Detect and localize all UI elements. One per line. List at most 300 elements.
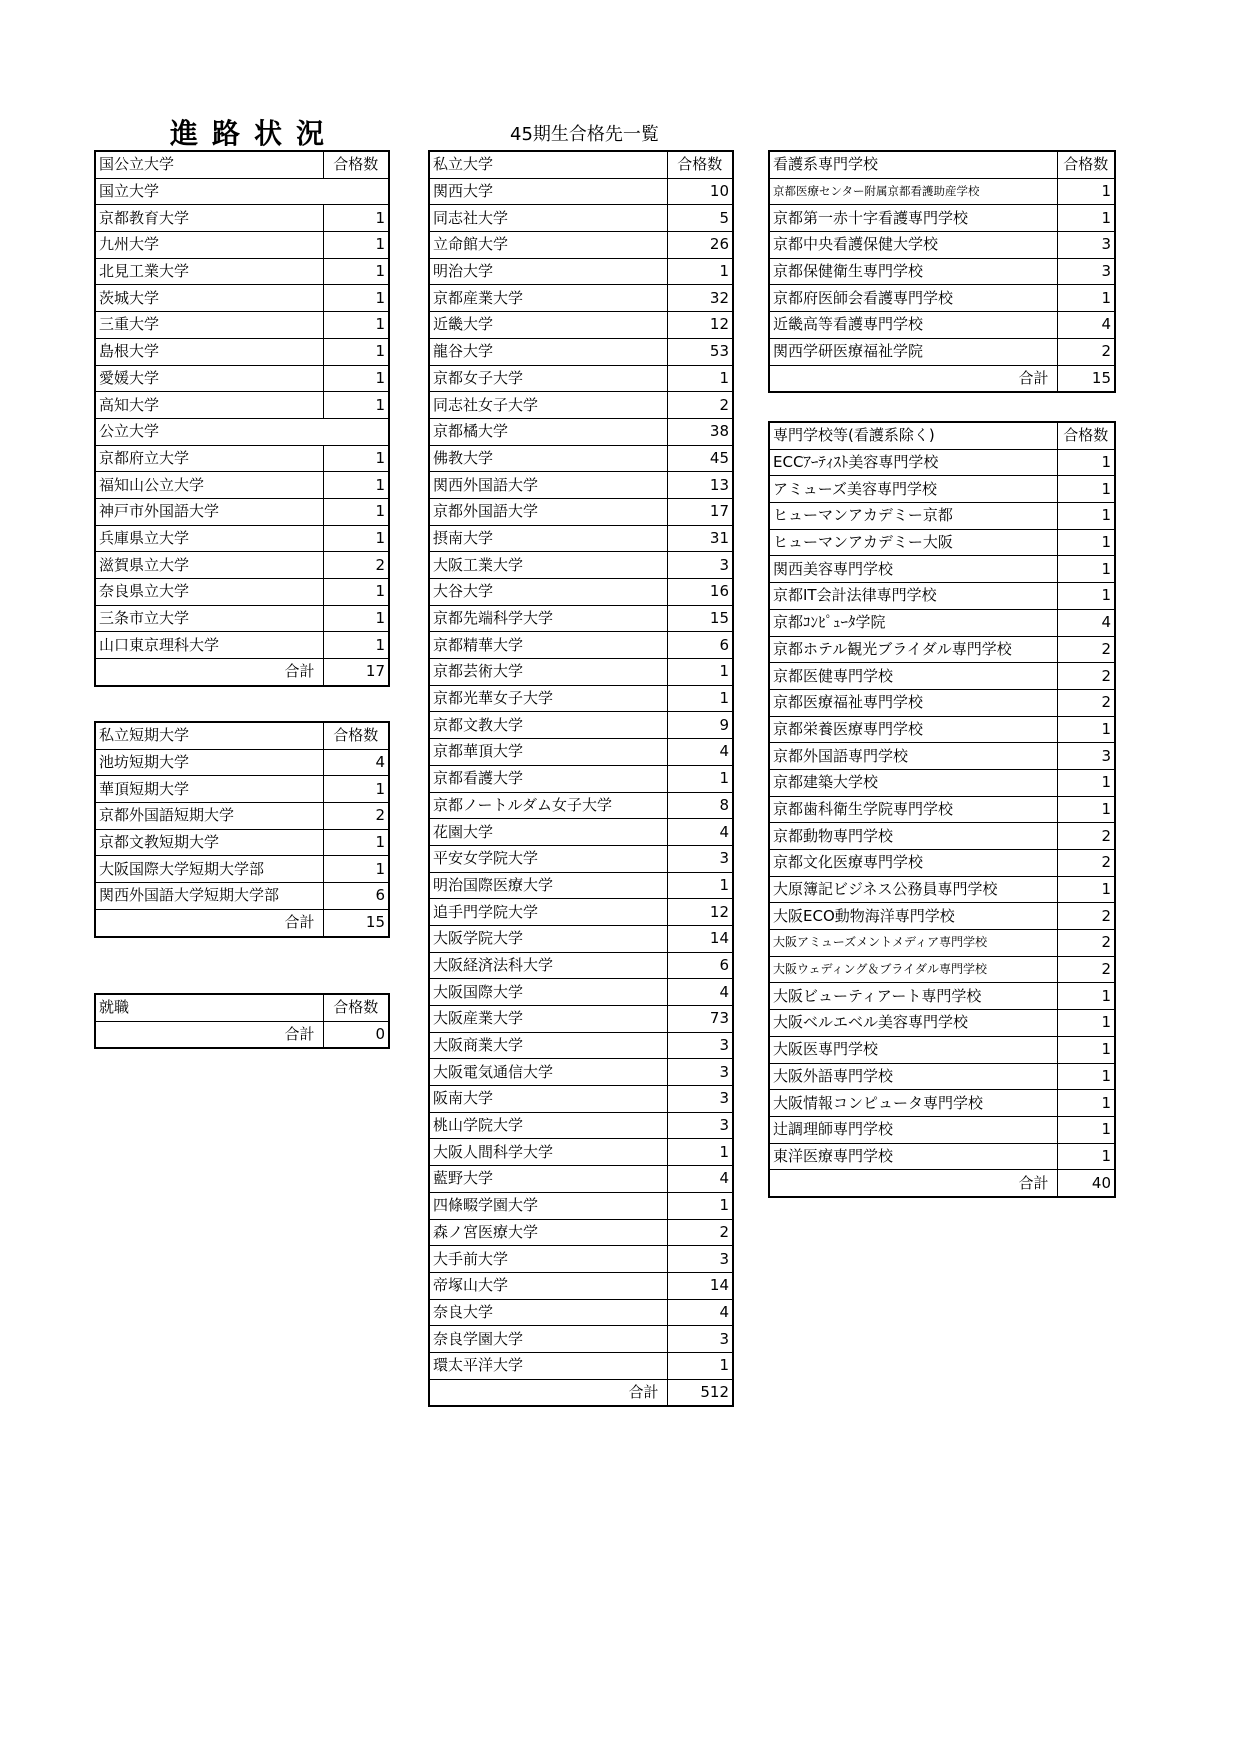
school-name: 同志社大学 — [429, 205, 667, 232]
pass-count: 32 — [667, 285, 733, 312]
pass-count: 3 — [667, 1032, 733, 1059]
pass-count: 3 — [667, 1059, 733, 1086]
table-row — [429, 979, 733, 1006]
school-name: 茨城大学 — [95, 285, 323, 312]
column-header-name: 就職 — [95, 994, 323, 1021]
table-row — [95, 312, 389, 339]
school-name: ヒューマンアカデミー大阪 — [769, 529, 1057, 556]
pass-count: 3 — [667, 1112, 733, 1139]
table-row — [429, 925, 733, 952]
table-row — [95, 776, 389, 803]
school-name: 京都教育大学 — [95, 205, 323, 232]
pass-count: 1 — [667, 1139, 733, 1166]
school-name: 同志社女子大学 — [429, 392, 667, 419]
school-name: 滋賀県立大学 — [95, 552, 323, 579]
table-row — [429, 1299, 733, 1326]
table-row — [429, 1219, 733, 1246]
school-name: 京都外国語大学 — [429, 498, 667, 525]
table-row — [769, 876, 1115, 903]
pass-count: 1 — [1057, 716, 1115, 743]
pass-count: 10 — [667, 178, 733, 205]
school-name: 京都文教短期大学 — [95, 829, 323, 856]
school-name: 池坊短期大学 — [95, 749, 323, 776]
total-value: 40 — [1057, 1170, 1115, 1197]
national-public-table — [94, 150, 390, 687]
school-name: 関西外国語大学短期大学部 — [95, 883, 323, 910]
page-title: 進路状況 — [170, 117, 339, 150]
school-name: アミューズ美容専門学校 — [769, 476, 1057, 503]
pass-count: 1 — [667, 659, 733, 686]
pass-count: 1 — [1057, 178, 1115, 205]
table-row — [429, 1166, 733, 1193]
total-label: 合計 — [95, 909, 323, 936]
school-name: 大阪外語専門学校 — [769, 1063, 1057, 1090]
table-row — [769, 769, 1115, 796]
pass-count: 1 — [1057, 983, 1115, 1010]
table-row — [429, 205, 733, 232]
table-row — [769, 476, 1115, 503]
school-name: 大阪アミューズメントメディア専門学校 — [769, 930, 1057, 957]
table-row — [769, 338, 1115, 365]
table-row — [769, 1036, 1115, 1063]
pass-count: 12 — [667, 312, 733, 339]
school-name: 佛教大学 — [429, 445, 667, 472]
table-row — [769, 956, 1115, 983]
pass-count: 4 — [323, 749, 389, 776]
pass-count: 1 — [1057, 556, 1115, 583]
school-name: 追手門学院大学 — [429, 899, 667, 926]
total-row — [95, 1021, 389, 1048]
table-row — [769, 232, 1115, 259]
pass-count: 14 — [667, 925, 733, 952]
junior-college-table — [94, 721, 390, 938]
total-row — [769, 365, 1115, 392]
table-row — [429, 498, 733, 525]
table-header-row — [95, 722, 389, 749]
school-name: 北見工業大学 — [95, 258, 323, 285]
table-row — [95, 472, 389, 499]
table-row — [769, 449, 1115, 476]
total-label: 合計 — [769, 1170, 1057, 1197]
total-value: 0 — [323, 1021, 389, 1048]
pass-count: 1 — [1057, 1143, 1115, 1170]
pass-count: 1 — [667, 872, 733, 899]
pass-count: 4 — [667, 1166, 733, 1193]
school-name: 大阪学院大学 — [429, 925, 667, 952]
table-row — [769, 583, 1115, 610]
school-name: 関西大学 — [429, 178, 667, 205]
table-row — [769, 1090, 1115, 1117]
school-name: 京都歯科衛生学院専門学校 — [769, 796, 1057, 823]
school-name: 山口東京理科大学 — [95, 632, 323, 659]
school-name: 奈良県立大学 — [95, 579, 323, 606]
nursing-school-table — [768, 150, 1116, 393]
pass-count: 1 — [323, 498, 389, 525]
table-row — [429, 445, 733, 472]
pass-count: 2 — [323, 552, 389, 579]
total-row — [769, 1170, 1115, 1197]
pass-count: 4 — [1057, 312, 1115, 339]
pass-count: 2 — [1057, 823, 1115, 850]
table-header-row — [769, 422, 1115, 449]
pass-count: 1 — [1057, 769, 1115, 796]
school-name: 京都保健衛生専門学校 — [769, 258, 1057, 285]
table-row — [429, 1326, 733, 1353]
table-row — [429, 685, 733, 712]
pass-count: 1 — [323, 856, 389, 883]
table-row — [95, 525, 389, 552]
school-name: 大阪電気通信大学 — [429, 1059, 667, 1086]
school-name: 奈良大学 — [429, 1299, 667, 1326]
school-name: 阪南大学 — [429, 1086, 667, 1113]
school-name: 三重大学 — [95, 312, 323, 339]
school-name: 京都外国語専門学校 — [769, 743, 1057, 770]
table-row — [769, 556, 1115, 583]
table-row — [769, 1063, 1115, 1090]
column-header-name: 看護系専門学校 — [769, 151, 1057, 178]
school-name: 京都ホテル観光ブライダル専門学校 — [769, 636, 1057, 663]
column-header-name: 私立短期大学 — [95, 722, 323, 749]
table-row — [95, 552, 389, 579]
school-name: 京都先端科学大学 — [429, 605, 667, 632]
school-name: 京都橘大学 — [429, 418, 667, 445]
pass-count: 1 — [323, 205, 389, 232]
table-row — [769, 609, 1115, 636]
table-row — [769, 1143, 1115, 1170]
school-name: 京都中央看護保健大学校 — [769, 232, 1057, 259]
table-row — [429, 1139, 733, 1166]
table-row — [95, 579, 389, 606]
school-name: 京都産業大学 — [429, 285, 667, 312]
school-name: 兵庫県立大学 — [95, 525, 323, 552]
table-row — [429, 739, 733, 766]
table-row — [429, 1086, 733, 1113]
table-row — [95, 232, 389, 259]
school-name: 大阪商業大学 — [429, 1032, 667, 1059]
pass-count: 1 — [323, 285, 389, 312]
pass-count: 1 — [1057, 449, 1115, 476]
school-name: 大阪ベルエベル美容専門学校 — [769, 1010, 1057, 1037]
school-name: 京都華頂大学 — [429, 739, 667, 766]
total-row — [429, 1379, 733, 1406]
pass-count: 2 — [667, 392, 733, 419]
pass-count: 1 — [1057, 1063, 1115, 1090]
pass-count: 2 — [1057, 689, 1115, 716]
table-row — [429, 365, 733, 392]
school-name: 京都医療センター附属京都看護助産学校 — [769, 178, 1057, 205]
pass-count: 1 — [1057, 476, 1115, 503]
pass-count: 3 — [1057, 232, 1115, 259]
table-header-row — [95, 994, 389, 1021]
column-header-name: 私立大学 — [429, 151, 667, 178]
pass-count: 2 — [1057, 663, 1115, 690]
school-name: 大阪医専門学校 — [769, 1036, 1057, 1063]
table-row — [769, 689, 1115, 716]
page-subtitle: 45期生合格先一覧 — [510, 124, 659, 145]
school-name: 大阪国際大学 — [429, 979, 667, 1006]
pass-count: 15 — [667, 605, 733, 632]
school-name: 京都ｺﾝﾋﾟｭｰﾀ学院 — [769, 609, 1057, 636]
table-row — [429, 872, 733, 899]
school-name: 京都医健専門学校 — [769, 663, 1057, 690]
pass-count: 1 — [667, 258, 733, 285]
pass-count: 1 — [667, 685, 733, 712]
group-header-row — [95, 418, 389, 445]
table-row — [769, 796, 1115, 823]
pass-count: 12 — [667, 899, 733, 926]
table-row — [429, 1352, 733, 1379]
school-name: 辻調理師専門学校 — [769, 1116, 1057, 1143]
table-row — [429, 1112, 733, 1139]
school-name: 京都動物専門学校 — [769, 823, 1057, 850]
school-name: 京都看護大学 — [429, 765, 667, 792]
table-header-row — [769, 151, 1115, 178]
table-row — [769, 285, 1115, 312]
table-row — [429, 952, 733, 979]
table-row — [769, 636, 1115, 663]
pass-count: 1 — [1057, 1116, 1115, 1143]
column-header-count: 合格数 — [1057, 422, 1115, 449]
table-row — [769, 716, 1115, 743]
school-name: 大阪人間科学大学 — [429, 1139, 667, 1166]
column-header-name: 国公立大学 — [95, 151, 323, 178]
table-row — [429, 472, 733, 499]
table-row — [95, 338, 389, 365]
pass-count: 1 — [323, 632, 389, 659]
total-value: 17 — [323, 659, 389, 686]
pass-count: 1 — [323, 776, 389, 803]
pass-count: 31 — [667, 525, 733, 552]
school-name: 平安女学院大学 — [429, 845, 667, 872]
school-name: 大原簿記ビジネス公務員専門学校 — [769, 876, 1057, 903]
table-row — [429, 392, 733, 419]
table-row — [95, 498, 389, 525]
column-header-count: 合格数 — [323, 722, 389, 749]
pass-count: 2 — [1057, 903, 1115, 930]
pass-count: 1 — [323, 472, 389, 499]
pass-count: 1 — [323, 232, 389, 259]
pass-count: 1 — [323, 365, 389, 392]
total-value: 15 — [1057, 365, 1115, 392]
pass-count: 2 — [323, 803, 389, 830]
pass-count: 3 — [1057, 743, 1115, 770]
table-row — [95, 749, 389, 776]
table-header-row — [95, 151, 389, 178]
table-row — [429, 579, 733, 606]
vocational-school-table — [768, 421, 1116, 1198]
table-row — [95, 445, 389, 472]
pass-count: 1 — [667, 1192, 733, 1219]
school-name: 京都文化医療専門学校 — [769, 850, 1057, 877]
table-row — [769, 529, 1115, 556]
pass-count: 1 — [1057, 503, 1115, 530]
pass-count: 1 — [1057, 876, 1115, 903]
school-name: 関西美容専門学校 — [769, 556, 1057, 583]
pass-count: 1 — [323, 605, 389, 632]
column-header-count: 合格数 — [323, 994, 389, 1021]
pass-count: 26 — [667, 232, 733, 259]
school-name: 京都栄養医療専門学校 — [769, 716, 1057, 743]
pass-count: 1 — [323, 525, 389, 552]
school-name: 京都ノートルダム女子大学 — [429, 792, 667, 819]
school-name: 高知大学 — [95, 392, 323, 419]
pass-count: 1 — [323, 829, 389, 856]
school-name: 環太平洋大学 — [429, 1352, 667, 1379]
school-name: 明治国際医療大学 — [429, 872, 667, 899]
table-row — [429, 765, 733, 792]
school-name: 京都精華大学 — [429, 632, 667, 659]
pass-count: 4 — [667, 819, 733, 846]
table-row — [429, 712, 733, 739]
table-row — [769, 823, 1115, 850]
pass-count: 1 — [667, 1352, 733, 1379]
column-header-count: 合格数 — [323, 151, 389, 178]
pass-count: 1 — [1057, 529, 1115, 556]
school-name: 花園大学 — [429, 819, 667, 846]
pass-count: 3 — [667, 845, 733, 872]
table-row — [769, 503, 1115, 530]
school-name: 京都府立大学 — [95, 445, 323, 472]
school-name: 愛媛大学 — [95, 365, 323, 392]
table-row — [769, 1010, 1115, 1037]
school-name: 京都第一赤十字看護専門学校 — [769, 205, 1057, 232]
table-row — [95, 365, 389, 392]
total-row — [95, 909, 389, 936]
school-name: 大阪産業大学 — [429, 1006, 667, 1033]
pass-count: 38 — [667, 418, 733, 445]
pass-count: 3 — [1057, 258, 1115, 285]
school-name: 桃山学院大学 — [429, 1112, 667, 1139]
pass-count: 1 — [1057, 583, 1115, 610]
pass-count: 2 — [1057, 636, 1115, 663]
pass-count: 3 — [667, 1246, 733, 1273]
table-row — [95, 285, 389, 312]
pass-count: 4 — [1057, 609, 1115, 636]
pass-count: 17 — [667, 498, 733, 525]
pass-count: 3 — [667, 1086, 733, 1113]
pass-count: 1 — [667, 765, 733, 792]
school-name: 四條畷学園大学 — [429, 1192, 667, 1219]
total-label: 合計 — [429, 1379, 667, 1406]
pass-count: 16 — [667, 579, 733, 606]
table-row — [429, 899, 733, 926]
table-row — [429, 1272, 733, 1299]
pass-count: 14 — [667, 1272, 733, 1299]
school-name: 九州大学 — [95, 232, 323, 259]
pass-count: 1 — [323, 312, 389, 339]
pass-count: 1 — [1057, 205, 1115, 232]
school-name: 近畿大学 — [429, 312, 667, 339]
table-row — [95, 829, 389, 856]
table-row — [95, 205, 389, 232]
total-label: 合計 — [95, 1021, 323, 1048]
school-name: 大阪国際大学短期大学部 — [95, 856, 323, 883]
school-name: 京都IT会計法律専門学校 — [769, 583, 1057, 610]
school-name: 藍野大学 — [429, 1166, 667, 1193]
school-name: 京都府医師会看護専門学校 — [769, 285, 1057, 312]
school-name: ヒューマンアカデミー京都 — [769, 503, 1057, 530]
pass-count: 2 — [1057, 850, 1115, 877]
school-name: 福知山公立大学 — [95, 472, 323, 499]
group-label: 公立大学 — [95, 418, 389, 445]
table-row — [95, 856, 389, 883]
school-name: 東洋医療専門学校 — [769, 1143, 1057, 1170]
school-name: 大阪経済法科大学 — [429, 952, 667, 979]
table-row — [429, 605, 733, 632]
school-name: 近畿高等看護専門学校 — [769, 312, 1057, 339]
column-header-name: 専門学校等(看護系除く) — [769, 422, 1057, 449]
table-row — [95, 392, 389, 419]
column-header-count: 合格数 — [1057, 151, 1115, 178]
table-row — [769, 258, 1115, 285]
pass-count: 6 — [667, 952, 733, 979]
school-name: 京都建築大学校 — [769, 769, 1057, 796]
pass-count: 1 — [1057, 1036, 1115, 1063]
table-row — [429, 1032, 733, 1059]
pass-count: 1 — [323, 392, 389, 419]
school-name: 帝塚山大学 — [429, 1272, 667, 1299]
table-row — [95, 632, 389, 659]
table-row — [429, 632, 733, 659]
table-row — [769, 983, 1115, 1010]
pass-count: 8 — [667, 792, 733, 819]
school-name: 明治大学 — [429, 258, 667, 285]
pass-count: 1 — [323, 579, 389, 606]
pass-count: 9 — [667, 712, 733, 739]
school-name: 京都文教大学 — [429, 712, 667, 739]
table-row — [429, 659, 733, 686]
table-row — [769, 663, 1115, 690]
table-row — [429, 258, 733, 285]
table-row — [429, 312, 733, 339]
pass-count: 6 — [667, 632, 733, 659]
table-row — [429, 845, 733, 872]
table-row — [769, 850, 1115, 877]
table-row — [95, 883, 389, 910]
column-header-count: 合格数 — [667, 151, 733, 178]
pass-count: 45 — [667, 445, 733, 472]
table-row — [95, 803, 389, 830]
table-row — [769, 312, 1115, 339]
table-row — [429, 1006, 733, 1033]
table-row — [769, 930, 1115, 957]
school-name: 華頂短期大学 — [95, 776, 323, 803]
school-name: 大阪ウェディング＆ブライダル専門学校 — [769, 956, 1057, 983]
total-label: 合計 — [769, 365, 1057, 392]
group-header-row — [95, 178, 389, 205]
school-name: 大阪情報コンピュータ専門学校 — [769, 1090, 1057, 1117]
pass-count: 1 — [1057, 1010, 1115, 1037]
total-row — [95, 659, 389, 686]
school-name: 大手前大学 — [429, 1246, 667, 1273]
pass-count: 1 — [1057, 1090, 1115, 1117]
table-row — [769, 743, 1115, 770]
table-row — [429, 232, 733, 259]
school-name: 大阪工業大学 — [429, 552, 667, 579]
table-row — [429, 178, 733, 205]
table-row — [769, 178, 1115, 205]
pass-count: 4 — [667, 979, 733, 1006]
pass-count: 2 — [667, 1219, 733, 1246]
table-row — [429, 1192, 733, 1219]
school-name: 大阪ビューティアート専門学校 — [769, 983, 1057, 1010]
table-row — [95, 605, 389, 632]
school-name: 立命館大学 — [429, 232, 667, 259]
pass-count: 2 — [1057, 338, 1115, 365]
total-value: 512 — [667, 1379, 733, 1406]
school-name: 京都女子大学 — [429, 365, 667, 392]
table-header-row — [429, 151, 733, 178]
